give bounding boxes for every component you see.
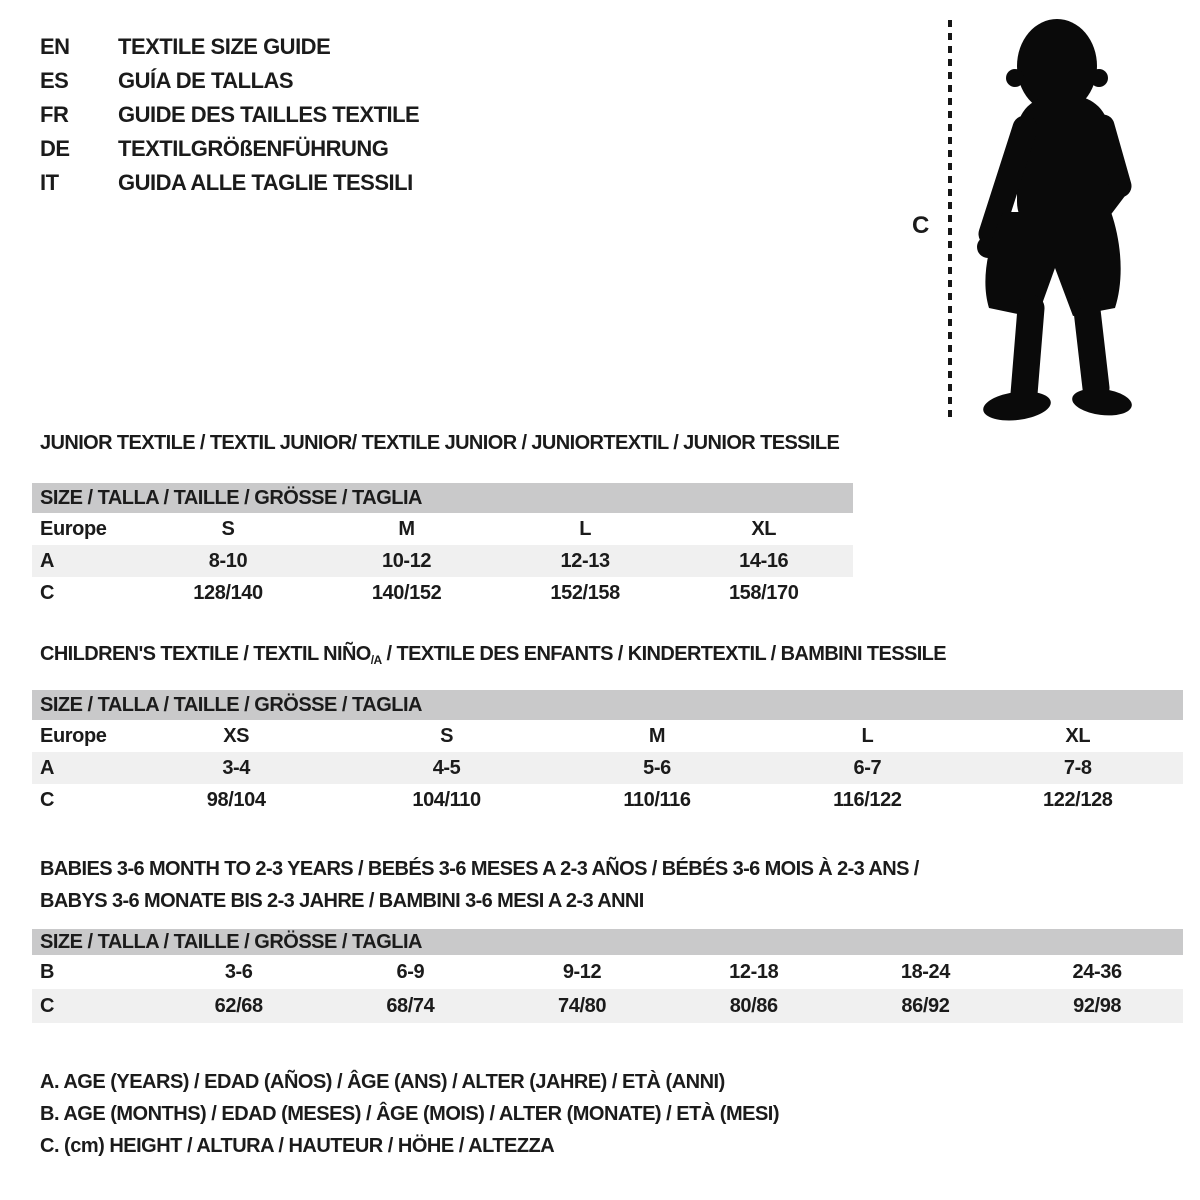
table-cell: XL <box>1065 724 1091 747</box>
table-row <box>32 989 1183 1023</box>
size-header-band: SIZE / TALLA / TAILLE / GRÖSSE / TAGLIA <box>32 690 1183 720</box>
language-row-it <box>40 166 419 200</box>
table-cell: XS <box>223 724 250 747</box>
table-cell: 86/92 <box>840 989 1012 1023</box>
table-cell: 7-8 <box>973 752 1183 784</box>
table-cell: 152/158 <box>550 581 620 604</box>
table-cell: 116/122 <box>833 788 902 811</box>
table-cell: 18-24 <box>900 960 950 983</box>
table-row <box>32 784 1183 816</box>
table-cell: XL <box>751 517 777 540</box>
table-cell: 5-6 <box>552 752 762 784</box>
height-measure-label: C <box>912 212 930 239</box>
table-cell: 98/104 <box>206 788 266 811</box>
table-cell: 158/170 <box>728 581 799 604</box>
row-label: C <box>32 989 153 1023</box>
guide-title-en: TEXTILE SIZE GUIDE <box>118 34 331 59</box>
table-row <box>32 545 853 577</box>
legend-age-years: A. AGE (YEARS) / EDAD (AÑOS) / ÂGE (ANS) / ALTER (JAHRE) / ETÀ (ANNI) <box>40 1071 725 1093</box>
junior-size-table <box>32 483 853 609</box>
table-cell: 12-18 <box>729 960 779 983</box>
children-title-subscript: /A <box>370 653 382 667</box>
table-cell: L <box>579 517 592 540</box>
children-size-table <box>32 690 1183 816</box>
table-cell: 8-10 <box>139 545 318 577</box>
size-header-band: SIZE / TALLA / TAILLE / GRÖSSE / TAGLIA <box>32 483 853 513</box>
language-title-list <box>40 30 419 200</box>
babies-size-table <box>32 929 1183 1023</box>
table-cell: M <box>648 724 666 747</box>
table-cell: 122/128 <box>1043 788 1113 811</box>
table-cell: 12-13 <box>496 545 675 577</box>
table-cell: 10-12 <box>317 545 496 577</box>
legend-age-months: B. AGE (MONTHS) / EDAD (MESES) / ÂGE (MOIS) / ALTER (MONATE) / ETÀ (MESI) <box>40 1103 780 1125</box>
language-code: ES <box>40 68 69 93</box>
junior-section-title: JUNIOR TEXTILE / TEXTIL JUNIOR/ TEXTILE JUNIOR / JUNIORTEXTIL / JUNIOR TESSILE <box>40 432 840 454</box>
guide-title-de: TEXTILGRÖßENFÜHRUNG <box>118 136 389 161</box>
table-cell: 80/86 <box>668 989 840 1023</box>
table-row <box>32 720 1183 752</box>
table-cell: L <box>861 724 874 747</box>
table-cell: 3-4 <box>131 752 341 784</box>
language-code: IT <box>40 170 59 195</box>
legend-height-cm: C. (cm) HEIGHT / ALTURA / HAUTEUR / HÖHE / ALTEZZA <box>40 1135 555 1157</box>
table-row <box>32 513 853 545</box>
table-cell: S <box>440 724 454 747</box>
table-cell: 3-6 <box>224 960 253 983</box>
table-cell: 128/140 <box>193 581 263 604</box>
guide-title-es: GUÍA DE TALLAS <box>118 68 294 93</box>
guide-title-fr: GUIDE DES TAILLES TEXTILE <box>118 102 420 127</box>
row-label: A <box>32 752 131 784</box>
table-cell: 74/80 <box>496 989 668 1023</box>
table-cell: 14-16 <box>674 545 853 577</box>
table-cell: 9-12 <box>562 960 602 983</box>
babies-title-line2: BABYS 3-6 MONATE BIS 2-3 JAHRE / BAMBINI 3-6 MESI A 2-3 ANNI <box>40 890 644 912</box>
table-cell: M <box>398 517 415 540</box>
children-title-prefix: CHILDREN'S TEXTILE / TEXTIL NIÑO <box>40 643 371 665</box>
measurement-legend <box>40 1066 779 1162</box>
row-label: Europe <box>40 517 107 540</box>
table-cell: 24-36 <box>1072 960 1122 983</box>
size-header-band: SIZE / TALLA / TAILLE / GRÖSSE / TAGLIA <box>32 929 1183 955</box>
language-code: DE <box>40 136 70 161</box>
language-code: EN <box>40 34 70 59</box>
children-title-suffix: / TEXTILE DES ENFANTS / KINDERTEXTIL / BAMBINI TESSILE <box>381 643 947 665</box>
table-cell: 6-7 <box>762 752 972 784</box>
table-cell: 4-5 <box>341 752 551 784</box>
language-code: FR <box>40 102 69 127</box>
row-label: Europe <box>40 724 107 747</box>
table-cell: 6-9 <box>396 960 425 983</box>
table-cell: 62/68 <box>153 989 325 1023</box>
language-row-en <box>40 30 419 64</box>
babies-section-title <box>40 853 919 917</box>
table-cell: 140/152 <box>371 581 442 604</box>
row-label: C <box>40 788 55 811</box>
language-row-de <box>40 132 419 166</box>
table-cell: 110/116 <box>623 788 691 811</box>
guide-title-it: GUIDA ALLE TAGLIE TESSILI <box>118 170 413 195</box>
row-label: B <box>40 960 55 983</box>
toddler-silhouette-icon <box>965 16 1137 424</box>
language-row-fr <box>40 98 419 132</box>
table-row <box>32 752 1183 784</box>
language-row-es <box>40 64 419 98</box>
table-cell: 92/98 <box>1011 989 1183 1023</box>
table-cell: 68/74 <box>325 989 497 1023</box>
row-label: C <box>40 581 55 604</box>
row-label: A <box>32 545 139 577</box>
table-row <box>32 577 853 609</box>
babies-title-line1: BABIES 3-6 MONTH TO 2-3 YEARS / BEBÉS 3-6 MESES A 2-3 AÑOS / BÉBÉS 3-6 MOIS À 2-3 ANS / <box>40 858 919 880</box>
table-row <box>32 955 1183 989</box>
children-section-title <box>40 643 946 667</box>
height-measure-dashed-line <box>948 20 952 418</box>
table-cell: S <box>221 517 235 540</box>
table-cell: 104/110 <box>412 788 481 811</box>
